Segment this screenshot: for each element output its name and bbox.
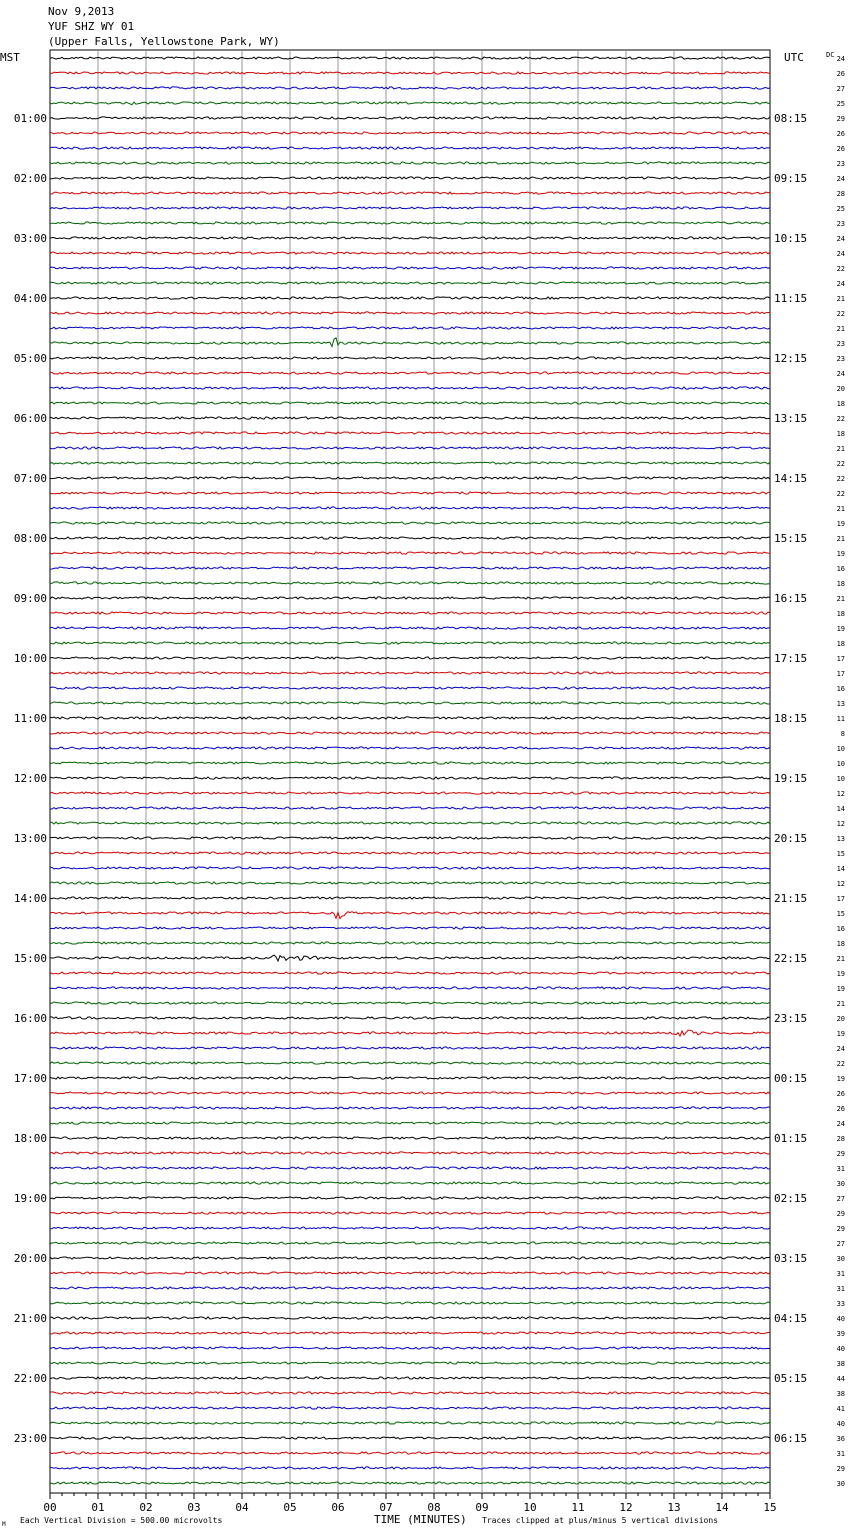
dc-offset-value: 17 <box>836 655 845 663</box>
dc-offset-value: 21 <box>836 595 845 603</box>
dc-offset-value: 22 <box>836 475 845 483</box>
dc-offset-value: 16 <box>836 565 845 573</box>
trace-line <box>50 762 770 764</box>
plot-date: Nov 9,2013 <box>48 5 115 18</box>
trace-line <box>50 657 770 659</box>
corner-mark: M <box>2 1521 6 1528</box>
trace-line <box>50 327 770 329</box>
trace-line <box>50 1122 770 1124</box>
mst-hour-label: 06:00 <box>13 412 47 425</box>
dc-offset-value: 19 <box>836 1075 845 1083</box>
trace-line <box>50 1197 770 1199</box>
x-tick-label: 02 <box>139 1501 153 1514</box>
dc-offset-value: 21 <box>836 325 845 333</box>
clip-note: Traces clipped at plus/minus 5 vertical divisions <box>482 1516 719 1525</box>
utc-hour-label: 21:15 <box>774 892 808 905</box>
scale-note: Each Vertical Division = 500.00 microvolts <box>20 1516 223 1525</box>
utc-hour-label: 12:15 <box>774 352 808 365</box>
dc-offset-value: 41 <box>836 1405 845 1413</box>
trace-line <box>50 252 770 254</box>
trace-line <box>50 987 770 989</box>
utc-hour-label: 03:15 <box>774 1252 808 1265</box>
trace-line <box>50 1077 770 1079</box>
dc-offset-value: 25 <box>836 100 845 108</box>
dc-offset-value: 36 <box>836 1435 845 1443</box>
mst-hour-label: 08:00 <box>13 532 47 545</box>
dc-offset-value: 11 <box>836 715 845 723</box>
trace-line <box>50 777 770 779</box>
trace-line <box>50 1347 770 1349</box>
trace-line <box>50 687 770 689</box>
utc-hour-label: 08:15 <box>774 112 808 125</box>
trace-line <box>50 312 770 314</box>
x-tick-label: 00 <box>43 1501 57 1514</box>
trace-line <box>50 1407 770 1409</box>
dc-offset-value: 29 <box>836 1225 845 1233</box>
trace-line <box>50 357 770 359</box>
dc-offset-value: 29 <box>836 1150 845 1158</box>
utc-hour-label: 06:15 <box>774 1432 808 1445</box>
trace-line <box>50 402 770 404</box>
mst-hour-label: 21:00 <box>13 1312 47 1325</box>
dc-offset-value: 14 <box>836 805 845 813</box>
trace-line <box>50 282 770 284</box>
utc-hour-label: 11:15 <box>774 292 808 305</box>
dc-offset-value: 18 <box>836 640 845 648</box>
dc-offset-value: 18 <box>836 610 845 618</box>
dc-offset-value: 16 <box>836 685 845 693</box>
utc-hour-label: 13:15 <box>774 412 808 425</box>
dc-offset-value: 24 <box>836 175 845 183</box>
dc-offset-value: 13 <box>836 835 845 843</box>
dc-offset-value: 22 <box>836 415 845 423</box>
mst-hour-label: 10:00 <box>13 652 47 665</box>
plot-station: YUF SHZ WY 01 <box>48 20 135 33</box>
trace-line <box>50 177 770 179</box>
trace-line <box>50 702 770 704</box>
trace-line <box>50 102 770 105</box>
dc-offset-value: 8 <box>840 730 845 738</box>
trace-line <box>50 1272 770 1274</box>
dc-offset-value: 13 <box>836 700 845 708</box>
trace-line <box>50 87 770 89</box>
dc-offset-value: 22 <box>836 265 845 273</box>
utc-hour-label: 14:15 <box>774 472 808 485</box>
dc-offset-value: 25 <box>836 205 845 213</box>
mst-hour-label: 16:00 <box>13 1012 47 1025</box>
mst-hour-label: 18:00 <box>13 1132 47 1145</box>
trace-line <box>50 867 770 869</box>
trace-line <box>50 57 770 59</box>
trace-line <box>50 822 770 824</box>
dc-offset-value: 23 <box>836 355 845 363</box>
trace-line <box>50 567 770 569</box>
dc-offset-value: 31 <box>836 1270 845 1278</box>
dc-offset-value: 17 <box>836 895 845 903</box>
trace-line <box>50 72 770 74</box>
utc-hour-label: 01:15 <box>774 1132 808 1145</box>
dc-offset-value: 12 <box>836 790 845 798</box>
mst-hour-label: 04:00 <box>13 292 47 305</box>
plot-frame <box>50 50 770 1493</box>
utc-hour-label: 15:15 <box>774 532 808 545</box>
trace-line <box>50 297 770 299</box>
dc-offset-value: 19 <box>836 550 845 558</box>
dc-offset-value: 31 <box>836 1450 845 1458</box>
mst-hour-label: 11:00 <box>13 712 47 725</box>
trace-line <box>50 927 770 929</box>
dc-offset-value: 19 <box>836 625 845 633</box>
trace-line <box>50 717 770 719</box>
trace-line <box>50 1137 770 1139</box>
dc-offset-value: 38 <box>836 1390 845 1398</box>
trace-line <box>50 387 770 389</box>
utc-hour-label: 02:15 <box>774 1192 808 1205</box>
dc-offset-value: 30 <box>836 1180 845 1188</box>
dc-offset-value: 21 <box>836 1000 845 1008</box>
x-tick-label: 03 <box>187 1501 201 1514</box>
trace-line <box>50 1017 770 1019</box>
dc-offset-value: 23 <box>836 220 845 228</box>
trace-line <box>50 1452 770 1454</box>
trace-line <box>50 1047 770 1049</box>
x-tick-label: 05 <box>283 1501 297 1514</box>
trace-line <box>50 1062 770 1064</box>
trace-line <box>50 1030 770 1036</box>
trace-line <box>50 747 770 749</box>
dc-offset-value: 21 <box>836 295 845 303</box>
dc-offset-value: 40 <box>836 1345 845 1353</box>
x-tick-label: 13 <box>667 1501 681 1514</box>
mst-hour-label: 03:00 <box>13 232 47 245</box>
trace-line <box>50 447 770 449</box>
dc-offset-value: 15 <box>836 850 845 858</box>
trace-line <box>50 417 770 419</box>
trace-line <box>50 1392 770 1394</box>
trace-line <box>50 507 770 509</box>
dc-offset-value: 15 <box>836 910 845 918</box>
trace-line <box>50 552 770 554</box>
trace-line <box>50 338 770 347</box>
trace-line <box>50 942 770 944</box>
trace-line <box>50 852 770 854</box>
dc-offset-value: 12 <box>836 820 845 828</box>
x-tick-label: 06 <box>331 1501 345 1514</box>
x-tick-label: 10 <box>523 1501 537 1514</box>
utc-hour-label: 18:15 <box>774 712 808 725</box>
dc-offset-value: 40 <box>836 1420 845 1428</box>
trace-line <box>50 207 770 209</box>
mst-hour-label: 15:00 <box>13 952 47 965</box>
trace-line <box>50 897 770 899</box>
trace-line <box>50 1362 770 1364</box>
dc-offset-value: 24 <box>836 55 845 63</box>
x-tick-label: 08 <box>427 1501 441 1514</box>
trace-line <box>50 1092 770 1094</box>
trace-line <box>50 807 770 809</box>
utc-hour-label: 04:15 <box>774 1312 808 1325</box>
dc-offset-value: 28 <box>836 1135 845 1143</box>
dc-offset-value: 16 <box>836 925 845 933</box>
trace-line <box>50 492 770 494</box>
dc-offset-value: 27 <box>836 85 845 93</box>
utc-hour-label: 00:15 <box>774 1072 808 1085</box>
mst-hour-label: 01:00 <box>13 112 47 125</box>
trace-line <box>50 132 770 134</box>
trace-line <box>50 117 770 119</box>
trace-line <box>50 1167 770 1169</box>
dc-offset-value: 24 <box>836 370 845 378</box>
dc-offset-value: 26 <box>836 1105 845 1113</box>
x-axis-title: TIME (MINUTES) <box>374 1513 467 1526</box>
trace-line <box>50 912 770 919</box>
trace-line <box>50 462 770 464</box>
trace-line <box>50 372 770 374</box>
x-tick-label: 12 <box>619 1501 633 1514</box>
dc-offset-value: 23 <box>836 160 845 168</box>
dc-offset-value: 22 <box>836 310 845 318</box>
trace-line <box>50 582 770 584</box>
mst-hour-label: 20:00 <box>13 1252 47 1265</box>
trace-line <box>50 672 770 674</box>
dc-offset-value: 26 <box>836 70 845 78</box>
trace-line <box>50 1377 770 1379</box>
trace-line <box>50 837 770 839</box>
dc-offset-value: 26 <box>836 130 845 138</box>
trace-line <box>50 1002 770 1004</box>
dc-offset-value: 22 <box>836 460 845 468</box>
dc-offset-value: 10 <box>836 760 845 768</box>
dc-offset-value: 24 <box>836 235 845 243</box>
x-tick-label: 04 <box>235 1501 249 1514</box>
trace-line <box>50 1182 770 1184</box>
dc-offset-value: 10 <box>836 775 845 783</box>
trace-line <box>50 642 770 644</box>
dc-offset-value: 19 <box>836 970 845 978</box>
dc-offset-value: 24 <box>836 1045 845 1053</box>
trace-line <box>50 1467 770 1469</box>
dc-offset-value: 30 <box>836 1255 845 1263</box>
dc-offset-value: 21 <box>836 535 845 543</box>
dc-offset-value: 17 <box>836 670 845 678</box>
trace-line <box>50 267 770 269</box>
dc-offset-value: 30 <box>836 1480 845 1488</box>
utc-hour-label: 09:15 <box>774 172 808 185</box>
trace-line <box>50 1242 770 1244</box>
trace-line <box>50 477 770 479</box>
dc-offset-value: 29 <box>836 1210 845 1218</box>
utc-hour-label: 23:15 <box>774 1012 808 1025</box>
x-tick-label: 09 <box>475 1501 489 1514</box>
mst-hour-label: 14:00 <box>13 892 47 905</box>
trace-line <box>50 1317 770 1319</box>
trace-line <box>50 732 770 734</box>
dc-offset-value: 24 <box>836 250 845 258</box>
dc-offset-value: 18 <box>836 400 845 408</box>
dc-offset-value: 18 <box>836 940 845 948</box>
dc-offset-value: 23 <box>836 340 845 348</box>
trace-line <box>50 147 770 149</box>
mst-hour-label: 05:00 <box>13 352 47 365</box>
dc-offset-value: 39 <box>836 1330 845 1338</box>
trace-line <box>50 1332 770 1334</box>
left-axis-label: MST <box>0 51 20 64</box>
trace-line <box>50 1437 770 1439</box>
utc-hour-label: 20:15 <box>774 832 808 845</box>
mst-hour-label: 02:00 <box>13 172 47 185</box>
utc-hour-label: 16:15 <box>774 592 808 605</box>
utc-hour-label: 17:15 <box>774 652 808 665</box>
trace-line <box>50 162 770 164</box>
trace-line <box>50 1107 770 1109</box>
dc-offset-value: 29 <box>836 115 845 123</box>
x-tick-label: 15 <box>763 1501 777 1514</box>
x-tick-label: 11 <box>571 1501 585 1514</box>
dc-offset-value: 19 <box>836 1030 845 1038</box>
mst-hour-label: 19:00 <box>13 1192 47 1205</box>
trace-line <box>50 1212 770 1214</box>
dc-offset-value: 27 <box>836 1195 845 1203</box>
dc-offset-value: 29 <box>836 1465 845 1473</box>
dc-offset-value: 21 <box>836 445 845 453</box>
trace-line <box>50 612 770 614</box>
dc-offset-value: 31 <box>836 1285 845 1293</box>
dc-offset-value: 21 <box>836 955 845 963</box>
dc-offset-value: 26 <box>836 145 845 153</box>
dc-offset-value: 40 <box>836 1315 845 1323</box>
dc-offset-value: 19 <box>836 520 845 528</box>
dc-offset-value: 26 <box>836 1090 845 1098</box>
dc-offset-value: 22 <box>836 1060 845 1068</box>
dc-offset-value: 22 <box>836 490 845 498</box>
x-tick-label: 01 <box>91 1501 105 1514</box>
dc-offset-value: 44 <box>836 1375 845 1383</box>
utc-hour-label: 22:15 <box>774 952 808 965</box>
dc-offset-value: 33 <box>836 1300 845 1308</box>
dc-offset-value: 10 <box>836 745 845 753</box>
dc-offset-value: 20 <box>836 385 845 393</box>
trace-line <box>50 955 770 961</box>
dc-offset-value: 12 <box>836 880 845 888</box>
trace-line <box>50 1422 770 1424</box>
trace-line <box>50 1152 770 1154</box>
trace-line <box>50 882 770 884</box>
dc-offset-value: 18 <box>836 430 845 438</box>
dc-offset-value: 14 <box>836 865 845 873</box>
trace-line <box>50 522 770 524</box>
dc-offset-value: 18 <box>836 580 845 588</box>
dc-offset-value: 28 <box>836 190 845 198</box>
trace-line <box>50 1482 770 1484</box>
right-axis-label: UTC <box>784 51 804 64</box>
trace-line <box>50 792 770 794</box>
trace-line <box>50 192 770 194</box>
mst-hour-label: 23:00 <box>13 1432 47 1445</box>
dc-offset-value: 24 <box>836 1120 845 1128</box>
dc-offset-value: 19 <box>836 985 845 993</box>
mst-hour-label: 17:00 <box>13 1072 47 1085</box>
dc-offset-value: 38 <box>836 1360 845 1368</box>
utc-hour-label: 05:15 <box>774 1372 808 1385</box>
trace-line <box>50 1227 770 1229</box>
trace-line <box>50 1257 770 1259</box>
trace-line <box>50 237 770 239</box>
trace-line <box>50 432 770 434</box>
mst-hour-label: 09:00 <box>13 592 47 605</box>
trace-line <box>50 597 770 599</box>
trace-line <box>50 1302 770 1304</box>
trace-line <box>50 627 770 629</box>
dc-label: DC <box>826 51 835 59</box>
utc-hour-label: 10:15 <box>774 232 808 245</box>
x-tick-label: 14 <box>715 1501 729 1514</box>
x-tick-label: 07 <box>379 1501 393 1514</box>
trace-line <box>50 537 770 539</box>
mst-hour-label: 13:00 <box>13 832 47 845</box>
utc-hour-label: 19:15 <box>774 772 808 785</box>
mst-hour-label: 07:00 <box>13 472 47 485</box>
dc-offset-value: 31 <box>836 1165 845 1173</box>
trace-line <box>50 1287 770 1289</box>
mst-hour-label: 22:00 <box>13 1372 47 1385</box>
dc-offset-value: 21 <box>836 505 845 513</box>
trace-line <box>50 222 770 224</box>
dc-offset-value: 20 <box>836 1015 845 1023</box>
trace-line <box>50 972 770 974</box>
dc-offset-value: 27 <box>836 1240 845 1248</box>
plot-location: (Upper Falls, Yellowstone Park, WY) <box>48 35 280 48</box>
dc-offset-value: 24 <box>836 280 845 288</box>
mst-hour-label: 12:00 <box>13 772 47 785</box>
